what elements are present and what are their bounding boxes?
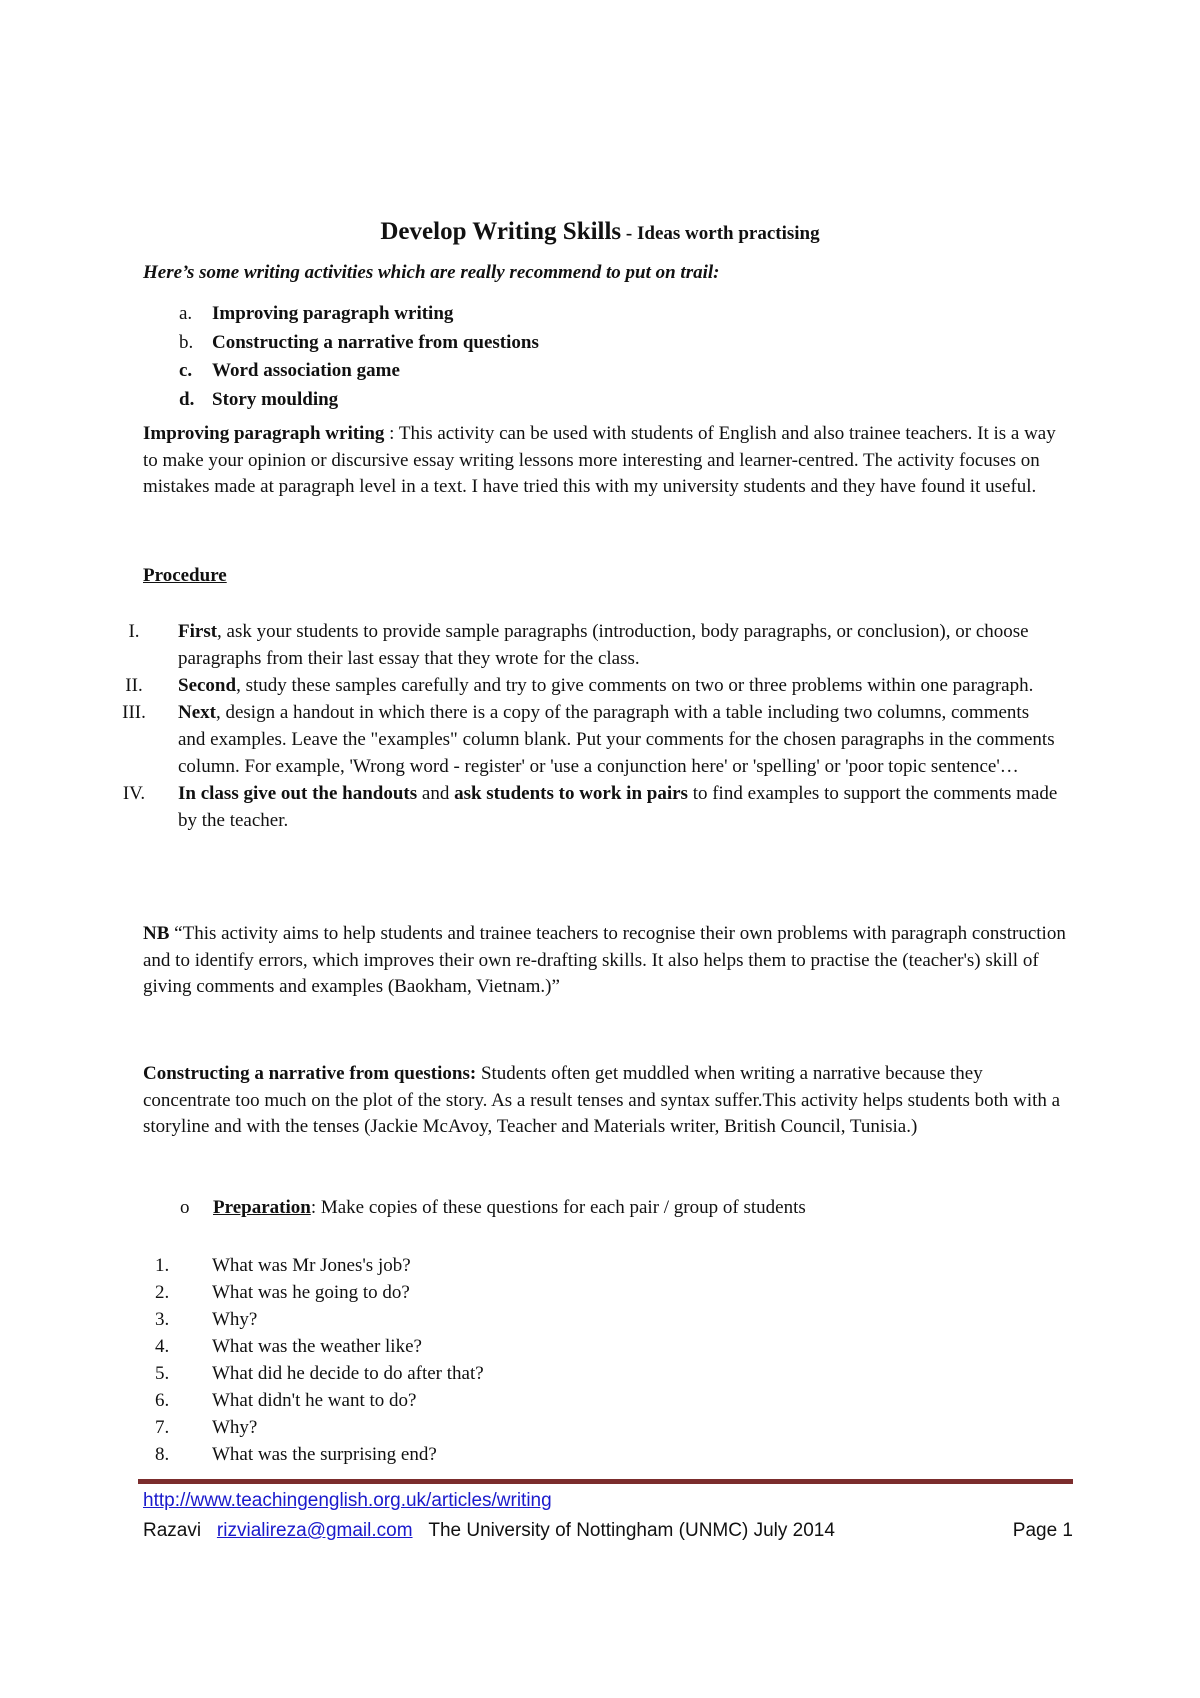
question-text: What was the weather like? xyxy=(212,1336,422,1357)
improving-heading: Improving paragraph writing xyxy=(143,423,385,444)
title-separator: - xyxy=(621,223,637,244)
improving-paragraph xyxy=(143,421,1073,501)
narrative-paragraph xyxy=(143,1061,1073,1141)
question-number: 5. xyxy=(155,1363,170,1384)
footer-author: Razavi xyxy=(143,1520,202,1541)
question-number: 3. xyxy=(155,1309,170,1330)
footer-url-link[interactable]: http://www.teachingenglish.org.uk/articles/writing xyxy=(143,1490,552,1511)
list-item xyxy=(155,1414,484,1441)
page-title xyxy=(0,218,1200,246)
step-text: , ask your students to provide sample paragraphs (introduction, body paragraphs, or conclusion), or choose paragraphs from their last essay that they wrote for the class. xyxy=(178,621,1029,669)
preparation-label: Preparation xyxy=(213,1197,311,1218)
question-text: Why? xyxy=(212,1417,258,1438)
step-text: , study these samples carefully and try to give comments on two or three problems within one paragraph. xyxy=(236,675,1034,696)
list-item xyxy=(90,780,1080,834)
title-main: Develop Writing Skills xyxy=(380,218,622,245)
question-number: 8. xyxy=(155,1444,170,1465)
nb-label: NB xyxy=(143,923,170,944)
procedure-heading: Procedure xyxy=(143,565,227,586)
list-marker: a. xyxy=(179,303,193,324)
question-number: 2. xyxy=(155,1282,170,1303)
nb-paragraph xyxy=(143,921,1073,1001)
question-text: What did he decide to do after that? xyxy=(212,1363,484,1384)
narrative-heading: Constructing a narrative from questions: xyxy=(143,1063,477,1084)
question-text: Why? xyxy=(212,1309,258,1330)
question-text: What didn't he want to do? xyxy=(212,1390,417,1411)
narrative-body: Students often get muddled when writing a narrative because they concentrate too much on the plot of the story. As a result tenses and syntax suffer.This activity helps students both with a storyline and with the tenses (Jackie McAvoy, Teacher and Materials writer, British Council, Tunisia.) xyxy=(143,1063,1061,1137)
question-number: 4. xyxy=(155,1336,170,1357)
list-item xyxy=(155,1387,484,1414)
step-lead: ask students to work in pairs xyxy=(454,783,688,804)
footer-credit-line xyxy=(143,1520,835,1542)
step-text: to find examples to support the comments made by the teacher. xyxy=(178,783,1058,831)
list-item xyxy=(90,699,1080,780)
nb-text: “This activity aims to help students and trainee teachers to recognise their own problems with paragraph construction and to identify errors, which improves their own re-drafting skills. It also helps them to practise the (teacher's) skill of giving comments and examples (Baokham, Vietnam.)” xyxy=(143,923,1066,997)
step-number: I. xyxy=(128,621,140,642)
improving-body: : This activity can be used with students of English and also trainee teachers. It is a way to make your opinion or discursive essay writing lessons more interesting and learner-centred. The activity focuses on mistakes made at paragraph level in a text. I have tried this with my university students and they have found it useful. xyxy=(143,423,1056,497)
activity-list xyxy=(143,300,539,414)
step-lead: In class give out the handouts xyxy=(178,783,418,804)
list-item xyxy=(155,1279,484,1306)
step-lead: First xyxy=(178,621,218,642)
question-text: What was Mr Jones's job? xyxy=(212,1255,411,1276)
list-item xyxy=(143,386,539,415)
footer-email-link[interactable]: rizvialireza@gmail.com xyxy=(216,1520,413,1541)
question-number: 1. xyxy=(155,1255,170,1276)
list-item xyxy=(155,1360,484,1387)
preparation-item xyxy=(180,1197,806,1219)
footer-divider xyxy=(138,1479,1073,1484)
list-marker: d. xyxy=(179,388,195,410)
intro-heading: Here’s some writing activities which are really recommend to put on trail: xyxy=(143,262,720,283)
question-text: What was the surprising end? xyxy=(212,1444,437,1465)
step-text: , design a handout in which there is a copy of the paragraph with a table including two columns, comments and examples. Leave the "examples" column blank. Put your comments for the chosen paragraphs in the comments column. For example, 'Wrong word - register' or 'use a conjunction here' or 'spelling' or 'poor topic sentence'… xyxy=(178,702,1055,777)
list-marker: c. xyxy=(179,360,193,381)
list-item xyxy=(155,1252,484,1279)
list-item-label: Improving paragraph writing xyxy=(212,303,454,324)
question-text: What was he going to do? xyxy=(212,1282,410,1303)
list-item xyxy=(143,357,539,386)
list-item-label: Word association game xyxy=(212,360,400,381)
step-number: III. xyxy=(122,702,146,723)
bullet-marker: o xyxy=(180,1197,190,1218)
list-item xyxy=(90,618,1080,672)
list-item xyxy=(90,672,1080,699)
step-number: IV. xyxy=(122,783,146,804)
list-item xyxy=(143,329,539,358)
preparation-text: : Make copies of these questions for each pair / group of students xyxy=(310,1197,806,1218)
list-item xyxy=(155,1306,484,1333)
list-item xyxy=(143,300,539,329)
list-item xyxy=(155,1441,484,1468)
list-item-label: Story moulding xyxy=(212,388,339,410)
list-item xyxy=(155,1333,484,1360)
question-list xyxy=(155,1252,484,1468)
title-subtitle: Ideas worth practising xyxy=(637,223,820,244)
question-number: 7. xyxy=(155,1417,170,1438)
step-lead: Next xyxy=(178,702,216,723)
step-number: II. xyxy=(125,675,143,696)
page-number: Page 1 xyxy=(1012,1520,1073,1541)
list-item-label: Constructing a narrative from questions xyxy=(212,331,539,353)
procedure-steps xyxy=(90,618,1080,834)
question-number: 6. xyxy=(155,1390,170,1411)
step-text: and xyxy=(417,783,455,804)
footer-affiliation: The University of Nottingham (UNMC) July 2014 xyxy=(428,1520,835,1541)
list-marker: b. xyxy=(179,331,194,353)
step-lead: Second xyxy=(178,675,237,696)
footer-url-line xyxy=(143,1490,552,1512)
